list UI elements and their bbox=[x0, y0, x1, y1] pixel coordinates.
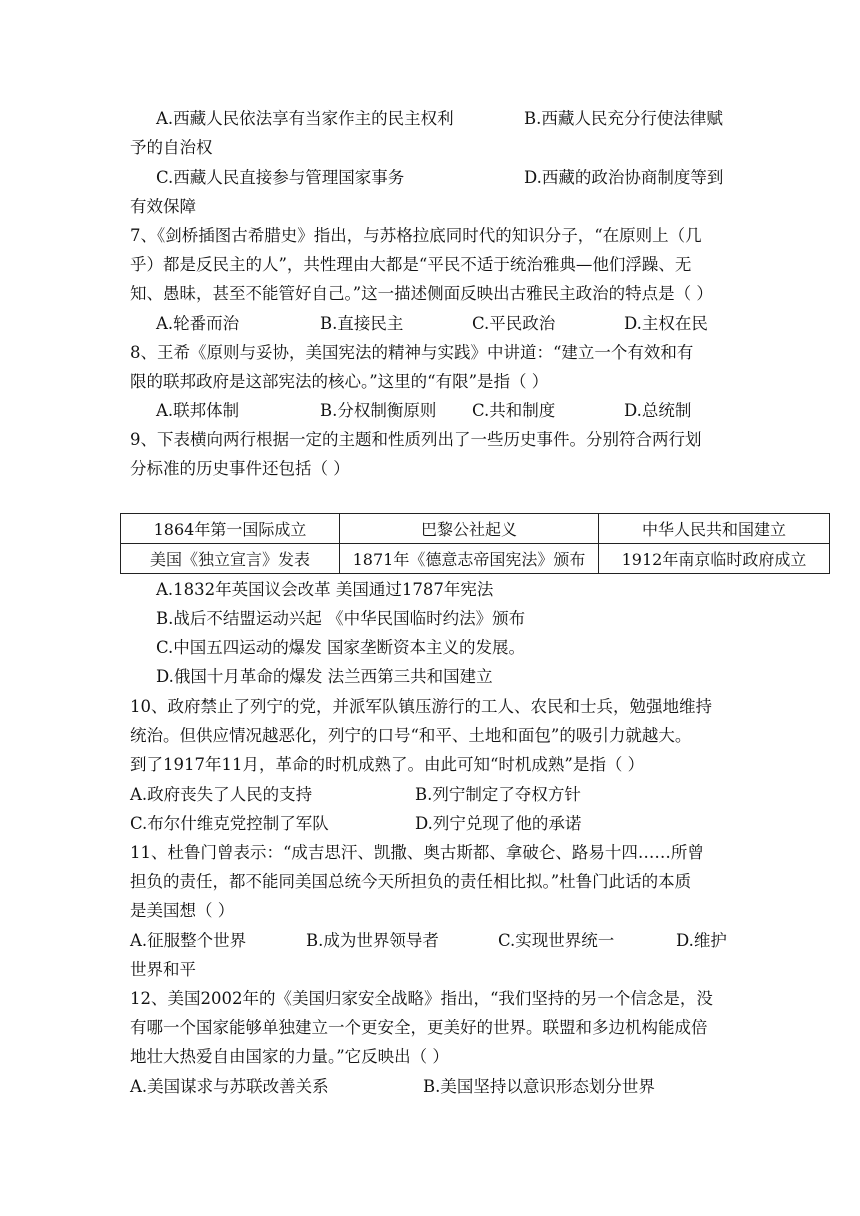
q11-option-d: D.维护 bbox=[676, 931, 727, 950]
q6-option-b-continued: 予的自治权 bbox=[130, 138, 213, 157]
q7-option-d: D.主权在民 bbox=[624, 314, 708, 333]
q9-option-c: C.中国五四运动的爆发 国家垄断资本主义的发展。 bbox=[156, 638, 526, 657]
table-cell: 1871年《德意志帝国宪法》颁布 bbox=[340, 544, 599, 574]
q7-stem-line: 7、《剑桥插图古希腊史》指出，与苏格拉底同时代的知识分子，“在原则上（几 bbox=[130, 226, 702, 245]
q7-option-a: A.轮番而治 bbox=[156, 314, 240, 333]
table-row bbox=[121, 544, 830, 574]
q8-stem-line: 8、王希《原则与妥协，美国宪法的精神与实践》中讲道：“建立一个有效和有 bbox=[130, 343, 694, 362]
q9-stem-line: 分标准的历史事件还包括（ ） bbox=[130, 459, 350, 478]
q10-stem-line: 统治。但供应情况越恶化，列宁的口号“和平、土地和面包”的吸引力就越大。 bbox=[130, 726, 692, 745]
q11-option-c: C.实现世界统一 bbox=[498, 931, 615, 950]
q8-option-a: A.联邦体制 bbox=[156, 401, 240, 420]
q11-stem-line: 是美国想（ ） bbox=[130, 901, 235, 920]
q6-option-d: D.西藏的政治协商制度等到 bbox=[524, 168, 724, 187]
q7-stem-line: 知、愚昧，甚至不能管好自己。”这一描述侧面反映出古雅民主政治的特点是（ ） bbox=[130, 284, 713, 303]
q11-option-b: B.成为世界领导者 bbox=[306, 931, 439, 950]
q8-stem-line: 限的联邦政府是这部宪法的核心。”这里的“有限”是指（ ） bbox=[130, 372, 549, 391]
table-cell: 1912年南京临时政府成立 bbox=[599, 544, 830, 574]
q11-stem-line: 11、杜鲁门曾表示：“成吉思汗、凯撒、奥古斯都、拿破仑、路易十四……所曾 bbox=[130, 843, 704, 862]
q10-stem-line: 到了1917年11月，革命的时机成熟了。由此可知“时机成熟”是指（ ） bbox=[130, 755, 645, 774]
q6-option-b: B.西藏人民充分行使法律赋 bbox=[524, 109, 723, 128]
q9-stem-line: 9、下表横向两行根据一定的主题和性质列出了一些历史事件。分别符合两行划 bbox=[130, 430, 702, 449]
q9-option-a: A.1832年英国议会改革 美国通过1787年宪法 bbox=[156, 580, 494, 599]
q12-stem-line: 地壮大热爱自由国家的力量。”它反映出（ ） bbox=[130, 1047, 449, 1066]
q6-option-a: A.西藏人民依法享有当家作主的民主权利 bbox=[156, 109, 454, 128]
q7-stem-line: 乎）都是反民主的人”，共性理由大都是“平民不适于统治雅典—他们浮躁、无 bbox=[130, 255, 692, 274]
table-cell: 美国《独立宣言》发表 bbox=[121, 544, 340, 574]
q8-option-b: B.分权制衡原则 bbox=[320, 401, 437, 420]
q12-stem-line: 12、美国2002年的《美国归家安全战略》指出，“我们坚持的另一个信念是，没 bbox=[130, 989, 713, 1008]
q12-stem-line: 有哪一个国家能够单独建立一个更安全，更美好的世界。联盟和多边机构能成倍 bbox=[130, 1018, 708, 1037]
q10-option-d: D.列宁兑现了他的承诺 bbox=[415, 814, 582, 833]
q8-option-d: D.总统制 bbox=[624, 401, 692, 420]
table-row bbox=[121, 514, 830, 544]
q11-stem-line: 担负的责任，都不能同美国总统今天所担负的责任相比拟。”杜鲁门此话的本质 bbox=[130, 872, 692, 891]
q12-option-a: A.美国谋求与苏联改善关系 bbox=[130, 1077, 329, 1096]
q10-option-b: B.列宁制定了夺权方针 bbox=[415, 785, 581, 804]
q11-option-d-continued: 世界和平 bbox=[130, 960, 196, 979]
q11-option-a: A.征服整个世界 bbox=[130, 931, 247, 950]
q7-option-b: B.直接民主 bbox=[320, 314, 404, 333]
q8-option-c: C.共和制度 bbox=[472, 401, 556, 420]
q6-option-d-continued: 有效保障 bbox=[130, 197, 196, 216]
q12-option-b: B.美国坚持以意识形态划分世界 bbox=[423, 1077, 655, 1096]
q6-option-c: C.西藏人民直接参与管理国家事务 bbox=[156, 168, 405, 187]
q7-option-c: C.平民政治 bbox=[472, 314, 556, 333]
q9-option-b: B.战后不结盟运动兴起 《中华民国临时约法》颁布 bbox=[156, 609, 526, 628]
q9-events-table bbox=[120, 513, 830, 574]
table-cell: 中华人民共和国建立 bbox=[599, 514, 830, 544]
table-cell: 1864年第一国际成立 bbox=[121, 514, 340, 544]
q10-option-c: C.布尔什维克党控制了军队 bbox=[130, 814, 329, 833]
table-cell: 巴黎公社起义 bbox=[340, 514, 599, 544]
q10-stem-line: 10、政府禁止了列宁的党，并派军队镇压游行的工人、农民和士兵，勉强地维持 bbox=[130, 697, 712, 716]
q9-option-d: D.俄国十月革命的爆发 法兰西第三共和国建立 bbox=[156, 667, 493, 686]
q10-option-a: A.政府丧失了人民的支持 bbox=[130, 785, 313, 804]
